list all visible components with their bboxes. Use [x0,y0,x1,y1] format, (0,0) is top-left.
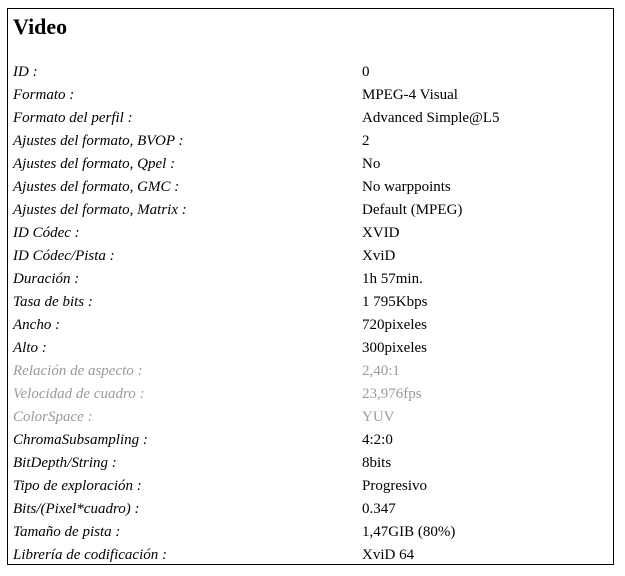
property-label: Librería de codificación : [13,547,167,563]
property-value: XviD [362,248,396,264]
property-row-scan-type [13,475,609,498]
property-row-codec-track [13,245,609,268]
property-label: Velocidad de cuadro : [13,386,145,402]
property-label: Relación de aspecto : [13,363,143,379]
property-label: Ajustes del formato, Matrix : [13,202,187,218]
property-row-bit-depth [13,452,609,475]
property-value: 1h 57min. [362,271,423,287]
property-value: No warppoints [362,179,451,195]
property-row-bitrate [13,291,609,314]
property-row-matrix [13,199,609,222]
property-label: Ajustes del formato, GMC : [13,179,180,195]
property-row-format [13,84,609,107]
property-value: Default (MPEG) [362,202,463,218]
property-label: Tipo de exploración : [13,478,142,494]
video-info-panel [7,8,614,565]
property-row-qpel [13,153,609,176]
property-value: 2,40:1 [362,363,400,379]
property-value: 720pixeles [362,317,427,333]
property-row-chroma-subsampling [13,429,609,452]
property-row-aspect-ratio [13,360,609,383]
property-label: ID Códec/Pista : [13,248,115,264]
property-label: BitDepth/String : [13,455,117,471]
property-value: 4:2:0 [362,432,393,448]
property-list [13,61,609,567]
property-row-profile [13,107,609,130]
property-row-codec-id [13,222,609,245]
property-value: 1 795Kbps [362,294,428,310]
property-value: XVID [362,225,400,241]
property-row-height [13,337,609,360]
property-value: 2 [362,133,370,149]
property-label: Tasa de bits : [13,294,93,310]
property-value: YUV [362,409,395,425]
section-title: Video [13,14,68,39]
property-value: Progresivo [362,478,427,494]
property-value: XviD 64 [362,547,415,563]
property-value: 0.347 [362,501,396,517]
property-value: 1,47GIB (80%) [362,524,456,540]
property-row-track-size [13,521,609,544]
property-label: Ajustes del formato, BVOP : [13,133,184,149]
property-row-duration [13,268,609,291]
property-label: Bits/(Pixel*cuadro) : [13,501,140,517]
property-value: MPEG-4 Visual [362,87,458,103]
property-label: ChromaSubsampling : [13,432,148,448]
property-label: Formato del perfil : [13,110,133,126]
property-row-gmc [13,176,609,199]
property-row-encoding-library [13,544,609,567]
property-row-bits-pixel-frame [13,498,609,521]
property-label: Formato : [13,87,75,103]
property-label: Ancho : [13,317,61,333]
property-value: 8bits [362,455,392,471]
property-label: ID Códec : [13,225,80,241]
property-value: Advanced Simple@L5 [362,110,500,126]
property-row-bvop [13,130,609,153]
property-value: 0 [362,64,370,80]
property-label: Tamaño de pista : [13,524,121,540]
property-row-width [13,314,609,337]
property-row-frame-rate [13,383,609,406]
property-value: No [362,156,381,172]
property-row-id [13,61,609,84]
property-value: 23,976fps [362,386,422,402]
property-value: 300pixeles [362,340,427,356]
property-row-colorspace [13,406,609,429]
property-label: ColorSpace : [13,409,93,425]
property-label: Alto : [13,340,47,356]
property-label: ID : [13,64,38,80]
property-label: Duración : [13,271,80,287]
property-label: Ajustes del formato, Qpel : [13,156,176,172]
